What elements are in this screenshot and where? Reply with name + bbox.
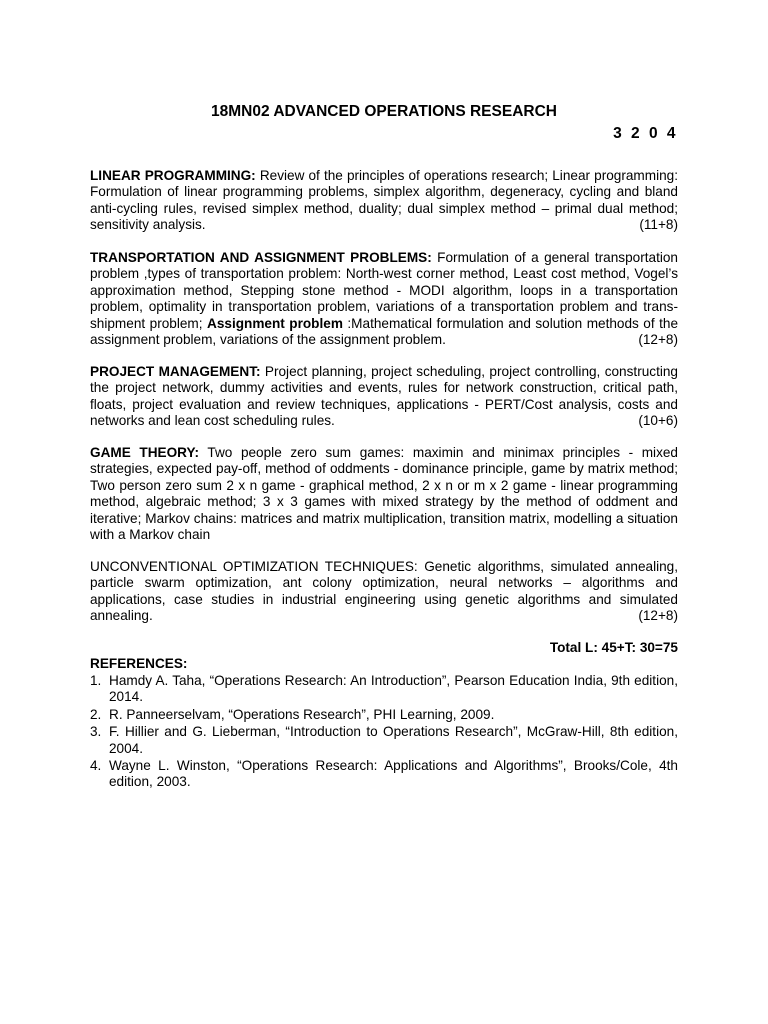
section-heading: UNCONVENTIONAL OPTIMIZATION TECHNIQUES:	[90, 559, 418, 574]
section-transportation-assignment	[90, 250, 678, 348]
section-heading: PROJECT MANAGEMENT:	[90, 364, 261, 379]
section-unconventional-optimization	[90, 559, 678, 625]
section-hours: (10+6)	[638, 413, 678, 429]
section-project-management	[90, 364, 678, 430]
section-subheading: Assignment problem	[207, 315, 343, 331]
section-linear-programming	[90, 168, 678, 234]
reference-text: Wayne L. Winston, “Operations Research: Applications and Algorithms”, Brooks/Cole, 4th edition, 2003.	[109, 758, 678, 790]
section-body: Genetic algorithms, simulated annealing, particle swarm optimization, ant colony optimization, neural networks – algorithms and applications, case studies in industrial engineering using genetic algorithms and simulated annealing.	[90, 559, 679, 624]
reference-text: F. Hillier and G. Lieberman, “Introduction to Operations Research”, McGraw-Hill, 8th edition, 2004.	[109, 724, 678, 756]
section-heading: TRANSPORTATION AND ASSIGNMENT PROBLEMS:	[90, 250, 432, 265]
reference-number: 3.	[90, 724, 102, 740]
reference-item	[90, 707, 678, 723]
reference-item	[90, 724, 678, 757]
course-credits: 3 2 0 4	[613, 125, 678, 142]
references-heading: REFERENCES:	[90, 656, 188, 671]
section-heading: GAME THEORY:	[90, 445, 200, 460]
reference-number: 2.	[90, 706, 102, 722]
section-body: Formulation of a general transportation problem ,types of transportation problem: North-west corner method, Least cost method, Vogel’s approximation method, Stepping stone method - MODI algorithm, loops in a transportation problem, optimality in transportation problem, variations of a transportation problem and trans-shipment problem;	[90, 250, 678, 331]
reference-item	[90, 758, 678, 791]
section-hours: (12+8)	[638, 332, 678, 348]
references-list	[90, 673, 678, 792]
section-hours: (12+8)	[638, 608, 678, 624]
reference-number: 4.	[90, 758, 102, 774]
section-body: Two people zero sum games: maximin and minimax principles - mixed strategies, expected pay-off, method of oddments - dominance principle, game by matrix method; Two person zero sum 2 x n game - graphical method, 2 x n or m x 2 game - linear programming method, algebraic method; 3 x 3 games with mixed strategy by the method of oddment and iterative; Markov chains: matrices and matrix multiplication, transition matrix, modelling a situation with a Markov chain	[90, 445, 678, 543]
course-title: 18MN02 ADVANCED OPERATIONS RESEARCH	[211, 103, 557, 120]
reference-item	[90, 673, 678, 706]
section-game-theory	[90, 445, 678, 543]
reference-text: Hamdy A. Taha, “Operations Research: An Introduction”, Pearson Education India, 9th edition, 2014.	[109, 673, 678, 705]
section-body: Review of the principles of operations research; Linear programming: Formulation of linear programming problems, simplex algorithm, degeneracy, cycling and bland anti-cycling rules, revised simplex method, duality; dual simplex method – primal dual method; sensitivity analysis.	[90, 168, 678, 233]
total-hours: Total L: 45+T: 30=75	[549, 640, 678, 655]
reference-text: R. Panneerselvam, “Operations Research”, PHI Learning, 2009.	[109, 706, 495, 722]
section-body-continued: :Mathematical formulation and solution methods of the assignment problem, variations of the assignment problem.	[90, 315, 679, 348]
reference-number: 1.	[90, 673, 102, 688]
section-body: Project planning, project scheduling, project controlling, constructing the project network, dummy activities and events, rules for network construction, critical path, floats, project evaluation and review techniques, applications - PERT/Cost analysis, costs and networks and lean cost scheduling rules.	[90, 364, 678, 429]
section-heading: LINEAR PROGRAMMING:	[90, 168, 256, 183]
section-hours: (11+8)	[639, 217, 678, 233]
